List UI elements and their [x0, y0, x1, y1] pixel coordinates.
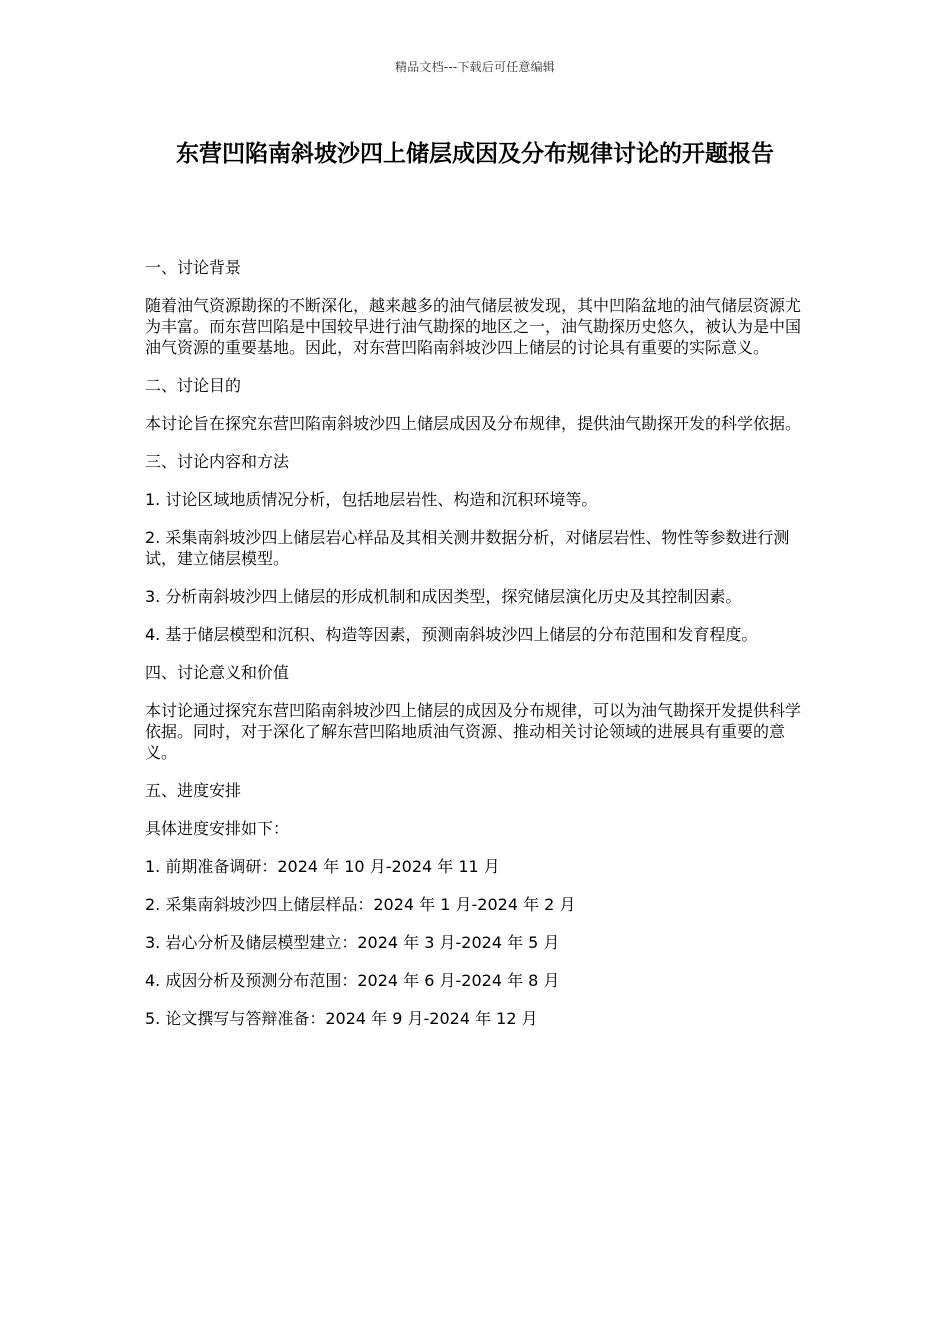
- section-heading-schedule: 五、进度安排: [145, 781, 242, 800]
- schedule-item: 5. 论文撰写与答辩准备：2024 年 9 月-2024 年 12 月: [145, 1009, 538, 1028]
- paragraph-background: 随着油气资源勘探的不断深化，越来越多的油气储层被发现，其中凹陷盆地的油气储层资源尤为丰富。而东营凹陷是中国较早进行油气勘探的地区之一，油气勘探历史悠久，被认为是中国油气资源的重要基地。因此，对东营凹陷南斜坡沙四上储层的讨论具有重要的实际意义。: [145, 296, 802, 357]
- document-body: [145, 257, 813, 1046]
- section-heading-significance: 四、讨论意义和价值: [145, 663, 290, 682]
- paragraph-purpose: 本讨论旨在探究东营凹陷南斜坡沙四上储层成因及分布规律，提供油气勘探开发的科学依据。: [145, 414, 802, 433]
- section-heading-content: 三、讨论内容和方法: [145, 452, 290, 471]
- content-list-item: 1. 讨论区域地质情况分析，包括地层岩性、构造和沉积环境等。: [145, 490, 598, 509]
- page-header: 精品文档---下载后可任意编辑: [395, 60, 555, 74]
- section-heading-purpose: 二、讨论目的: [145, 376, 242, 395]
- content-list-item: 3. 分析南斜坡沙四上储层的形成机制和成因类型，探究储层演化历史及其控制因素。: [145, 587, 742, 606]
- document-title: 东营凹陷南斜坡沙四上储层成因及分布规律讨论的开题报告: [176, 141, 774, 167]
- content-list-item: 2. 采集南斜坡沙四上储层岩心样品及其相关测井数据分析，对储层岩性、物性等参数进行测试，建立储层模型。: [145, 528, 790, 568]
- schedule-item: 4. 成因分析及预测分布范围：2024 年 6 月-2024 年 8 月: [145, 971, 560, 990]
- paragraph-significance: 本讨论通过探究东营凹陷南斜坡沙四上储层的成因及分布规律，可以为油气勘探开发提供科学依据。同时，对于深化了解东营凹陷地质油气资源、推动相关讨论领域的进展具有重要的意义。: [145, 701, 802, 762]
- schedule-intro: 具体进度安排如下：: [145, 819, 290, 838]
- content-list-item: 4. 基于储层模型和沉积、构造等因素，预测南斜坡沙四上储层的分布范围和发育程度。: [145, 625, 758, 644]
- schedule-item: 3. 岩心分析及储层模型建立：2024 年 3 月-2024 年 5 月: [145, 933, 560, 952]
- section-heading-background: 一、讨论背景: [145, 258, 242, 277]
- schedule-item: 2. 采集南斜坡沙四上储层样品：2024 年 1 月-2024 年 2 月: [145, 895, 576, 914]
- schedule-item: 1. 前期准备调研：2024 年 10 月-2024 年 11 月: [145, 857, 500, 876]
